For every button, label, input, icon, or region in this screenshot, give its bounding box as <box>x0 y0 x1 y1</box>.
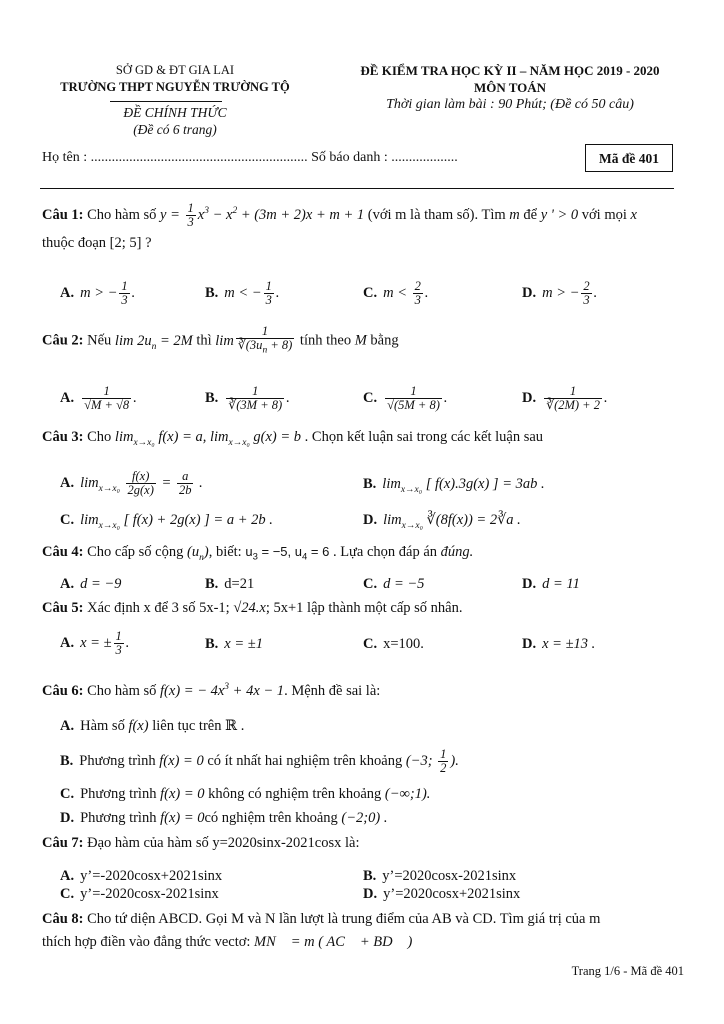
q7-options <box>60 868 680 908</box>
question-3: Câu 3: Cho $\lim_{x\to x_0} f(x) = a$, $\lim_{x\to x_0} g(x) = b$ . Chọn kết luận sai trong các kết luận sau <box>42 429 544 448</box>
q3-option-c[interactable]: C. $\lim_{x\to x_0}$ [ f(x) + 2g(x) ] = a + 2b . <box>60 512 273 531</box>
q5-option-b[interactable]: B. x = ±1 <box>205 636 263 652</box>
q1-line2: thuộc đoạn [2; 5] ? <box>42 235 152 251</box>
page-count: (Đề có 6 trang) <box>133 122 217 137</box>
q4-option-d[interactable]: D. d = 11 <box>522 576 580 592</box>
question-8: Câu 8: Cho tứ diện ABCD. Gọi M và N lần lượt là trung điểm của AB và CD. Tìm giá trị của m <box>42 911 601 927</box>
school-name: TRƯỜNG THPT NGUYỄN TRƯỜNG TỘ <box>60 80 290 94</box>
page-footer: Trang 1/6 - Mã đề 401 <box>571 964 684 978</box>
q7-label: Câu 7: <box>42 835 84 851</box>
question-7: Câu 7: Đạo hàm của hàm số y=2020sinx-2021cosx là: <box>42 835 360 851</box>
q3-option-d[interactable]: D. $\lim_{x\to x_0}$ ∛(8f(x)) = 2∛a . <box>363 512 521 531</box>
header-right <box>325 62 695 113</box>
q8-label: Câu 8: <box>42 911 84 927</box>
q3-label: Câu 3: <box>42 429 84 445</box>
q5-option-a[interactable]: A. x = ± $\frac{1}{3}$ . <box>60 629 130 657</box>
q1-options <box>60 280 680 308</box>
q5-label: Câu 5: <box>42 600 84 616</box>
q6-option-d[interactable]: D. Phương trình f(x) = 0có nghiệm trên khoảng (−2;0) . <box>60 810 388 826</box>
q3-option-a[interactable]: A. $\lim_{x\to x_0}$ $\frac{f(x)}{2g(x)}$ = $\frac{a}{2b}$ . <box>60 469 203 497</box>
question-2: Câu 2: Nếu $\lim 2u_n = 2M$ thì lim $\frac{1}{∛(3u_n + 8)}$ tính theo M bằng <box>42 324 399 356</box>
q6-option-b[interactable]: B. Phương trình f(x) = 0 có ít nhất hai nghiệm trên khoảng (−3; $\frac{1}{2}$ ). <box>60 747 459 775</box>
duration: Thời gian làm bài : 90 Phút; (Đề có 50 câu) <box>386 97 634 112</box>
q3-options <box>60 470 680 540</box>
q4-option-a[interactable]: A. d = −9 <box>60 576 122 592</box>
header-left <box>40 62 310 138</box>
q4-option-c[interactable]: C. d = −5 <box>363 576 425 592</box>
q6-option-c[interactable]: C. Phương trình f(x) = 0 không có nghiệm trên khoảng (−∞;1). <box>60 786 431 802</box>
q5-option-d[interactable]: D. x = ±13 . <box>522 636 596 652</box>
q5-options <box>60 630 680 660</box>
q7-option-d[interactable]: D. y’=2020cosx+2021sinx <box>363 886 521 902</box>
q7-option-b[interactable]: B. y’=2020cosx-2021sinx <box>363 868 517 884</box>
header-divider <box>110 101 222 102</box>
q3-option-b[interactable]: B. $\lim_{x\to x_0}$ [ f(x).3g(x) ] = 3ab . <box>363 476 545 495</box>
q4-option-b[interactable]: B. d=21 <box>205 576 255 592</box>
q7-option-c[interactable]: C. y’=-2020cosx-2021sinx <box>60 886 219 902</box>
student-name: Họ tên : .............................................................. <box>42 150 308 165</box>
question-5: Câu 5: Xác định x để 3 số 5x-1; √24.x; 5x+1 lập thành một cấp số nhân. <box>42 600 463 616</box>
official-label: ĐỀ CHÍNH THỨC <box>123 105 227 120</box>
q1-function: y = $\frac{1}{3}$ $x^3 - x^2 + (3m + 2)x + m + 1$ <box>160 201 365 229</box>
department: SỞ GD & ĐT GIA LAI <box>115 63 235 77</box>
q2-option-d[interactable]: D. $\frac{1}{∛(2M) + 2}$ . <box>522 384 608 412</box>
q1-option-d[interactable]: D. m > − $\frac{2}{3}$ . <box>522 279 598 307</box>
student-id: Số báo danh : ................... <box>311 150 458 165</box>
q4-label: Câu 4: <box>42 544 84 560</box>
q8-line2: thích hợp điền vào đẳng thức vectơ: MN⃗ = m ( AC⃗ + BD⃗ ) <box>42 934 413 950</box>
q1-text: Cho hàm số <box>87 206 157 223</box>
subject: MÔN TOÁN <box>473 80 547 95</box>
q1-option-a[interactable]: A. m > − $\frac{1}{3}$ . <box>60 279 136 307</box>
question-4: Câu 4: Cho cấp số cộng $(u_n)$, biết: $u_3 = -5$, $u_4 = 6$ . Lựa chọn đáp án đúng. <box>42 544 474 563</box>
q2-label: Câu 2: <box>42 332 84 349</box>
q2-option-b[interactable]: B. $\frac{1}{∛(3M + 8)}$ . <box>205 384 290 412</box>
student-name-line <box>42 150 458 166</box>
q1-label: Câu 1: <box>42 206 84 223</box>
question-6: Câu 6: Cho hàm số f(x) = − $4x^3 + 4x - 1$. Mệnh đề sai là: <box>42 682 381 699</box>
q6-label: Câu 6: <box>42 682 84 699</box>
q1-option-b[interactable]: B. m < − $\frac{1}{3}$ . <box>205 279 280 307</box>
exam-code: Mã đề 401 <box>585 144 673 172</box>
q1-text-b: (với m là tham số). Tìm <box>367 206 506 223</box>
exam-title: ĐỀ KIỂM TRA HỌC KỲ II – NĂM HỌC 2019 - 2020 <box>360 63 660 78</box>
header-rule <box>40 188 674 189</box>
q2-option-a[interactable]: A. $\frac{1}{√M + √8}$ . <box>60 384 137 412</box>
q1-text-d: với mọi <box>581 206 627 223</box>
q2-option-c[interactable]: C. $\frac{1}{√(5M + 8)}$ . <box>363 384 448 412</box>
q5-option-c[interactable]: C. x=100. <box>363 636 424 652</box>
q1-text-c: để <box>523 206 538 223</box>
q2-options <box>60 385 680 415</box>
q7-option-a[interactable]: A. y’=-2020cosx+2021sinx <box>60 868 223 884</box>
q1-option-c[interactable]: C. m < $\frac{2}{3}$ . <box>363 279 429 307</box>
q6-option-a[interactable]: A. Hàm số f(x) liên tục trên ℝ . <box>60 718 245 734</box>
question-1: Câu 1: Cho hàm số y = $\frac{1}{3}$ $x^3 - x^2 + (3m + 2)x + m + 1$ (với m là tham số). Tìm m để y ' > 0 với mọi x <box>42 201 637 229</box>
